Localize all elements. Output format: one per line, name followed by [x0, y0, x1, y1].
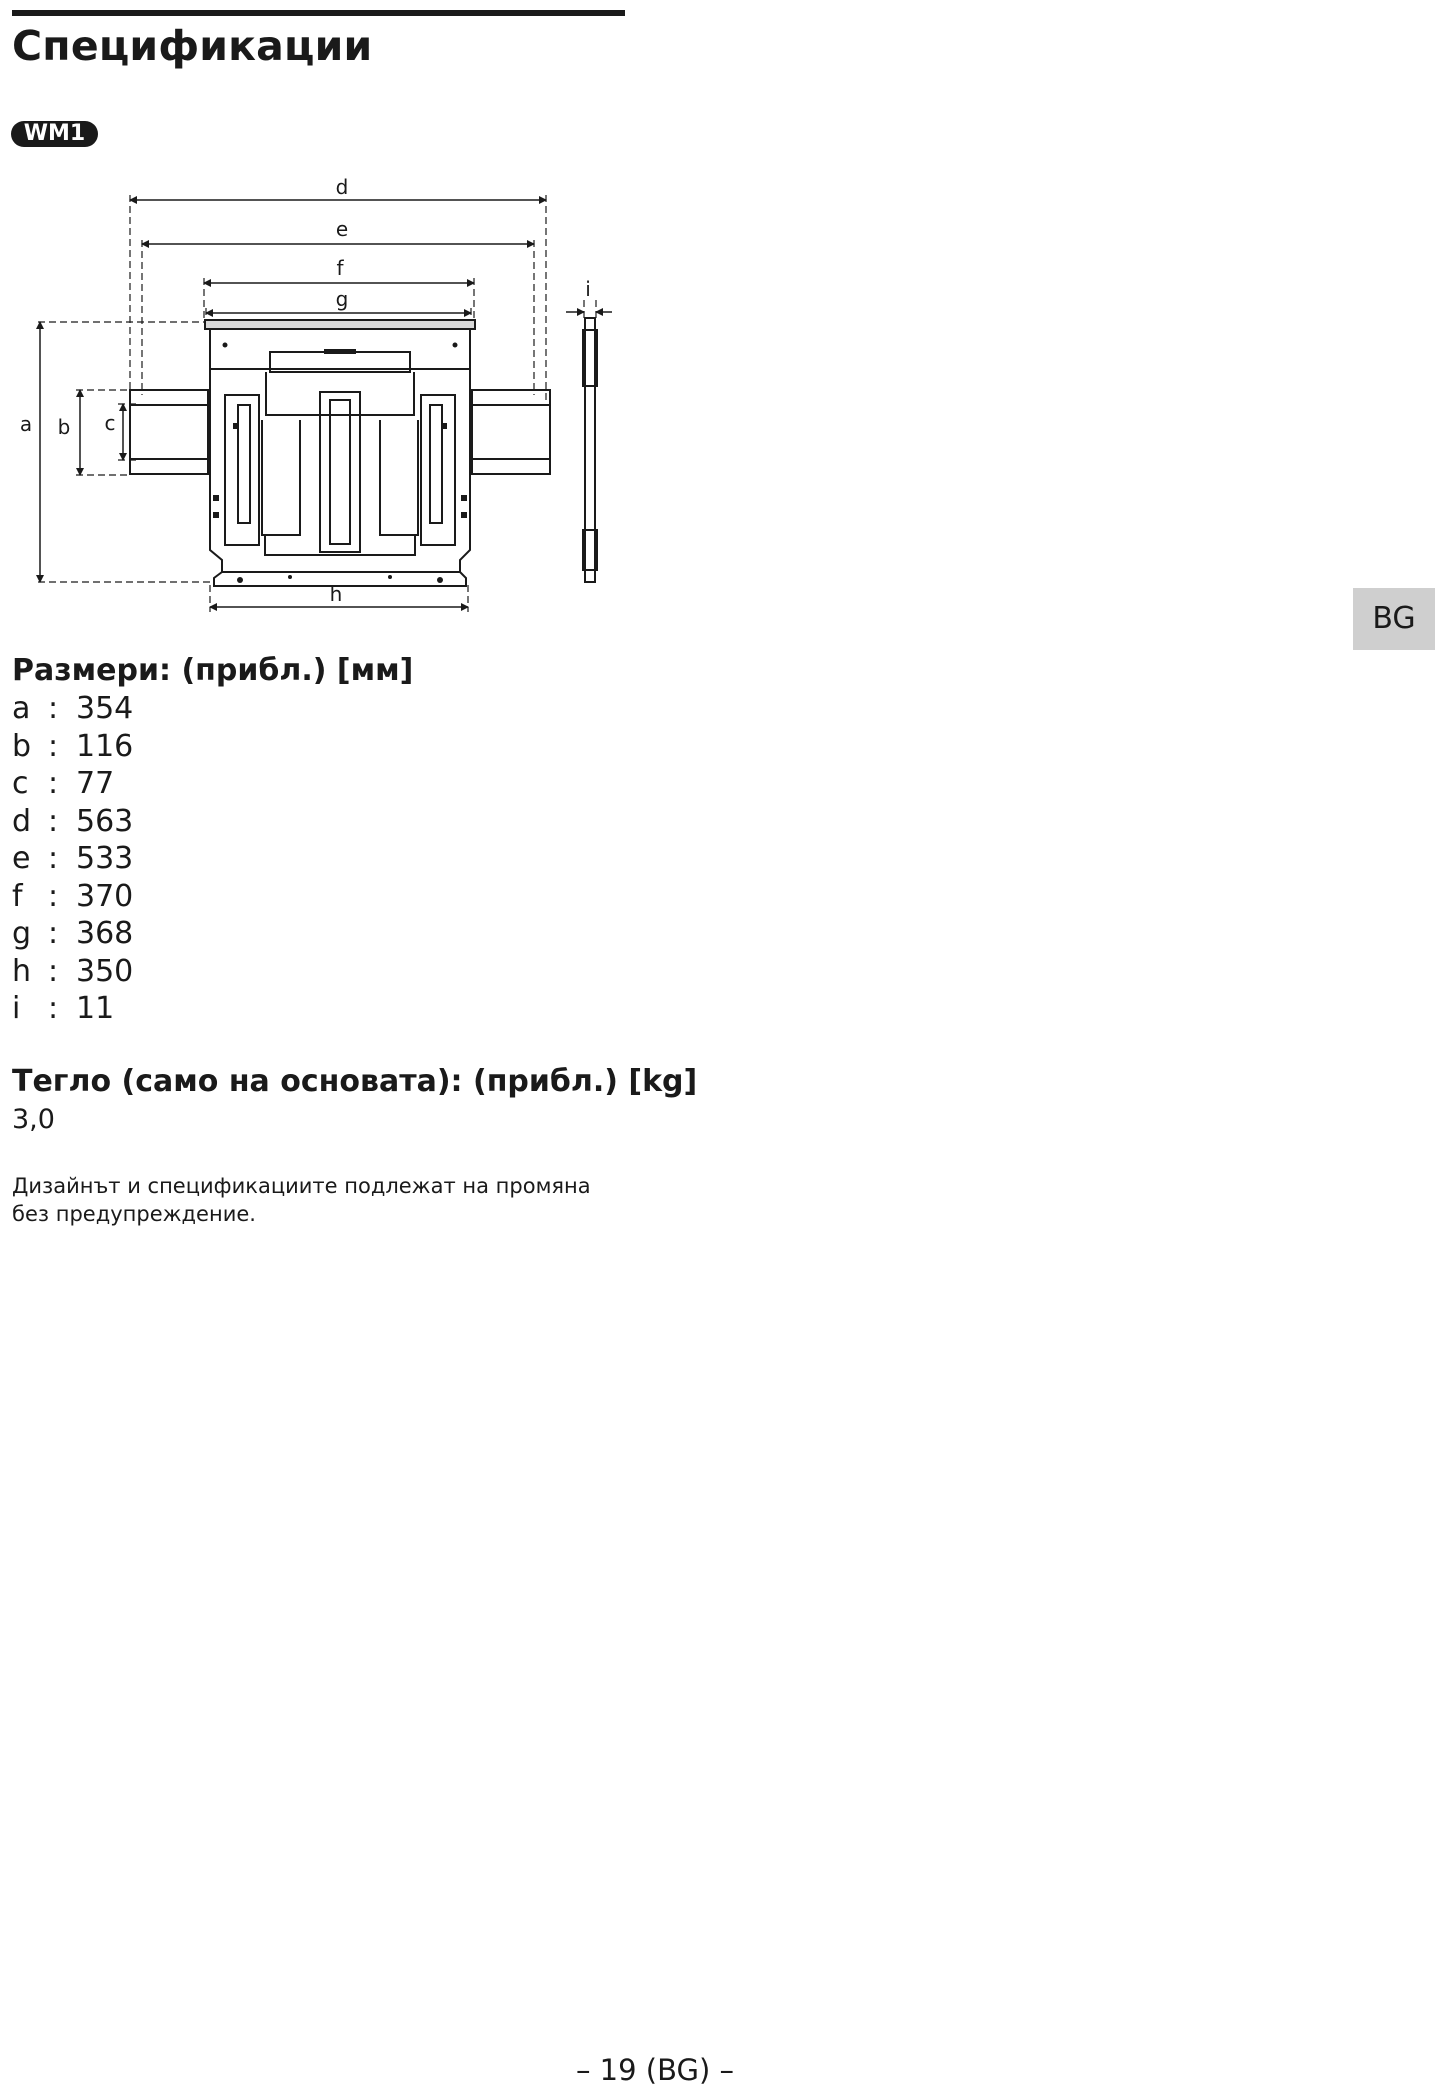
- dimension-row: c : 77: [12, 766, 115, 801]
- label-g: g: [335, 287, 349, 311]
- dimension-row: i : 11: [12, 991, 115, 1026]
- dimension-row: h : 350: [12, 953, 134, 989]
- label-d: d: [335, 175, 349, 199]
- bracket-diagram: [0, 170, 630, 615]
- weight-value: 3,0: [12, 1104, 55, 1135]
- dimension-row: e : 533: [12, 841, 134, 876]
- weight-heading: Тегло (само на основата): (прибл.) [kg]: [12, 1064, 698, 1099]
- dimension-row: f : 370: [12, 878, 134, 914]
- title-rule: [12, 10, 625, 16]
- label-e: e: [335, 217, 349, 241]
- dimension-row: b : 116: [12, 728, 134, 764]
- model-badge: WM1: [11, 121, 98, 147]
- label-b: b: [57, 415, 71, 439]
- label-c: c: [104, 411, 116, 435]
- dimensions-list: [12, 690, 133, 1028]
- page-number: – 19 (BG) –: [575, 2053, 735, 2087]
- dimension-row: a : 354: [12, 691, 134, 726]
- label-i: i: [585, 277, 591, 301]
- label-h: h: [329, 582, 343, 606]
- disclaimer-note: Дизайнът и спецификациите подлежат на промяна без предупреждение.: [12, 1174, 591, 1226]
- dimension-row: d : 563: [12, 803, 134, 839]
- dimension-row: g : 368: [12, 916, 134, 951]
- label-a: a: [19, 412, 33, 436]
- dimensions-heading: Размери: (прибл.) [мм]: [12, 653, 414, 688]
- label-f: f: [336, 256, 344, 280]
- language-tab: BG: [1353, 588, 1435, 650]
- page-title: Спецификации: [12, 22, 373, 70]
